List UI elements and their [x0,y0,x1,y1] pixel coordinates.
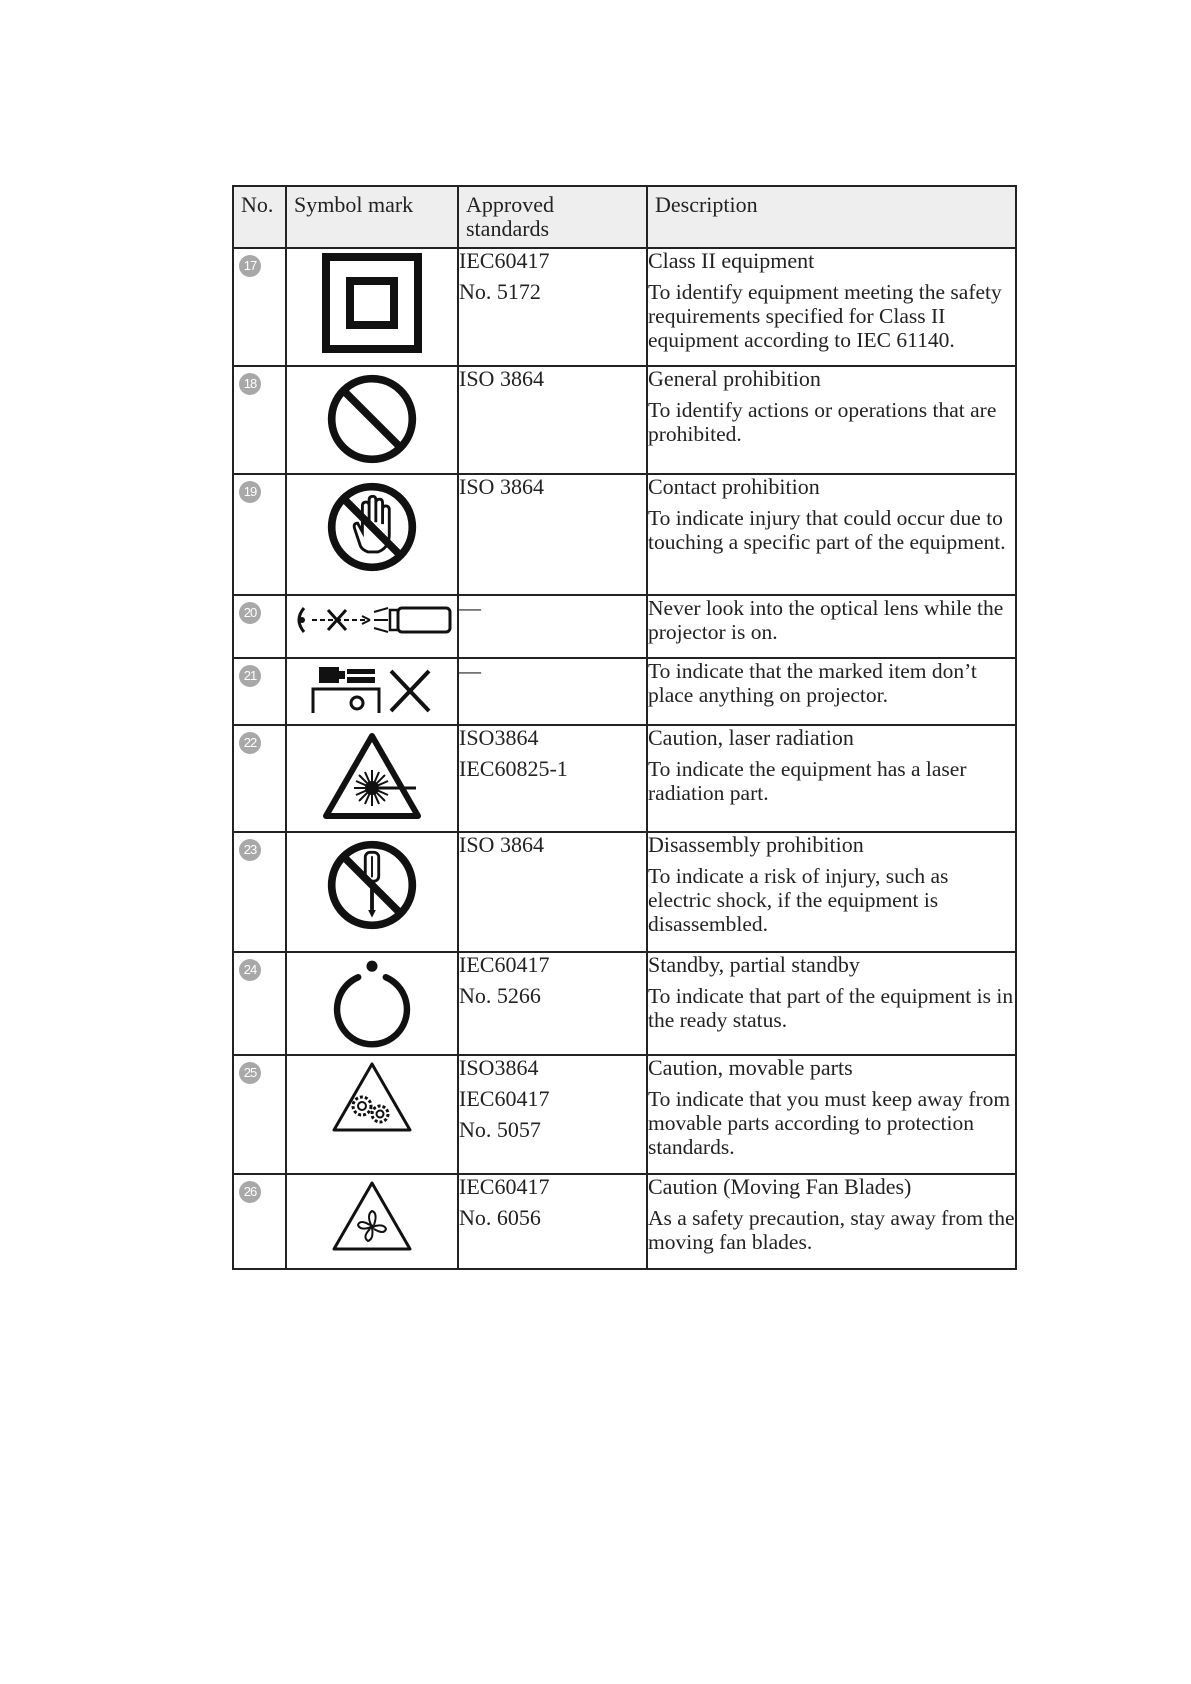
row-number-badge: 19 [239,481,261,503]
description-body: As a safety precaution, stay away from the moving fan blades. [648,1206,1015,1254]
description-title: Standby, partial standby [648,952,860,977]
description-body: To indicate injury that could occur due to touching a specific part of the equipment. [648,506,1006,554]
row-number-badge: 17 [239,255,261,277]
description-title: Caution (Moving Fan Blades) [648,1174,912,1199]
table-row [233,832,1016,952]
description-title: Disassembly prohibition [648,832,864,857]
standard-line: No. 5172 [459,279,541,304]
row-number-badge: 25 [239,1062,261,1084]
row-number-badge: 21 [239,665,261,687]
standard-line: IEC60417 [459,248,550,273]
table-row [233,474,1016,595]
standard-line: ISO3864 [459,1055,539,1080]
row-number-badge: 26 [239,1181,261,1203]
standard-line: ISO 3864 [459,474,544,499]
table-row [233,248,1016,366]
laser-radiation-icon [320,730,424,822]
general-prohibition-icon [324,371,420,467]
header-standards-line2: standards [466,216,550,241]
description-body: To indicate that the marked item don’t place anything on projector. [648,659,977,707]
header-no: No. [233,186,286,248]
description-body: To indicate the equipment has a laser radiation part. [648,757,967,805]
standard-line: IEC60417 [459,1174,550,1199]
standard-line: IEC60825-1 [459,756,568,781]
description-body: To indicate that you must keep away from movable parts according to protection standards. [648,1087,1011,1159]
no-objects-on-projector-icon [307,663,437,717]
row-number-badge: 23 [239,839,261,861]
symbol-table [232,185,1017,1270]
description-body: To indicate a risk of injury, such as electric shock, if the equipment is disassembled. [648,864,949,936]
movable-parts-icon [330,1060,414,1134]
standard-line: No. 6056 [459,1205,541,1230]
description-title: Caution, laser radiation [648,725,854,750]
standard-line: — [459,595,481,620]
header-description: Description [647,186,1016,248]
standard-line: No. 5057 [459,1117,541,1142]
disassembly-prohibition-icon [324,837,420,933]
row-number-badge: 24 [239,959,261,981]
description-title: Class II equipment [648,248,815,273]
contact-prohibition-icon [324,479,420,575]
table-row [233,658,1016,725]
description-body: To indicate that part of the equipment is in the ready status. [648,984,1014,1032]
table-row [233,952,1016,1055]
header-standards-line1: Approved [466,192,554,217]
description-title: Caution, movable parts [648,1055,853,1080]
description-body: To identify equipment meeting the safety requirements specified for Class II equipment according to IEC 61140. [648,280,1002,352]
description-title: General prohibition [648,366,821,391]
header-symbol-mark: Symbol mark [286,186,458,248]
standard-line: IEC60417 [459,952,550,977]
description-body: Never look into the optical lens while the projector is on. [648,596,1004,644]
table-header-row [233,186,1016,248]
standby-icon [326,957,418,1049]
table-row [233,595,1016,658]
description-title: Contact prohibition [648,474,820,499]
table-row [233,725,1016,832]
moving-fan-blades-icon [330,1179,414,1253]
do-not-look-into-lens-icon [290,600,454,640]
row-number-badge: 22 [239,732,261,754]
standard-line: — [459,658,481,683]
row-number-badge: 20 [239,602,261,624]
table-row [233,366,1016,474]
class-ii-equipment-icon [322,253,422,353]
row-number-badge: 18 [239,373,261,395]
standard-line: ISO3864 [459,725,539,750]
table-row [233,1055,1016,1174]
header-approved-standards [458,186,647,248]
standard-line: IEC60417 [459,1086,550,1111]
standard-line: ISO 3864 [459,366,544,391]
standard-line: No. 5266 [459,983,541,1008]
standard-line: ISO 3864 [459,832,544,857]
table-row [233,1174,1016,1269]
description-body: To identify actions or operations that are prohibited. [648,398,997,446]
